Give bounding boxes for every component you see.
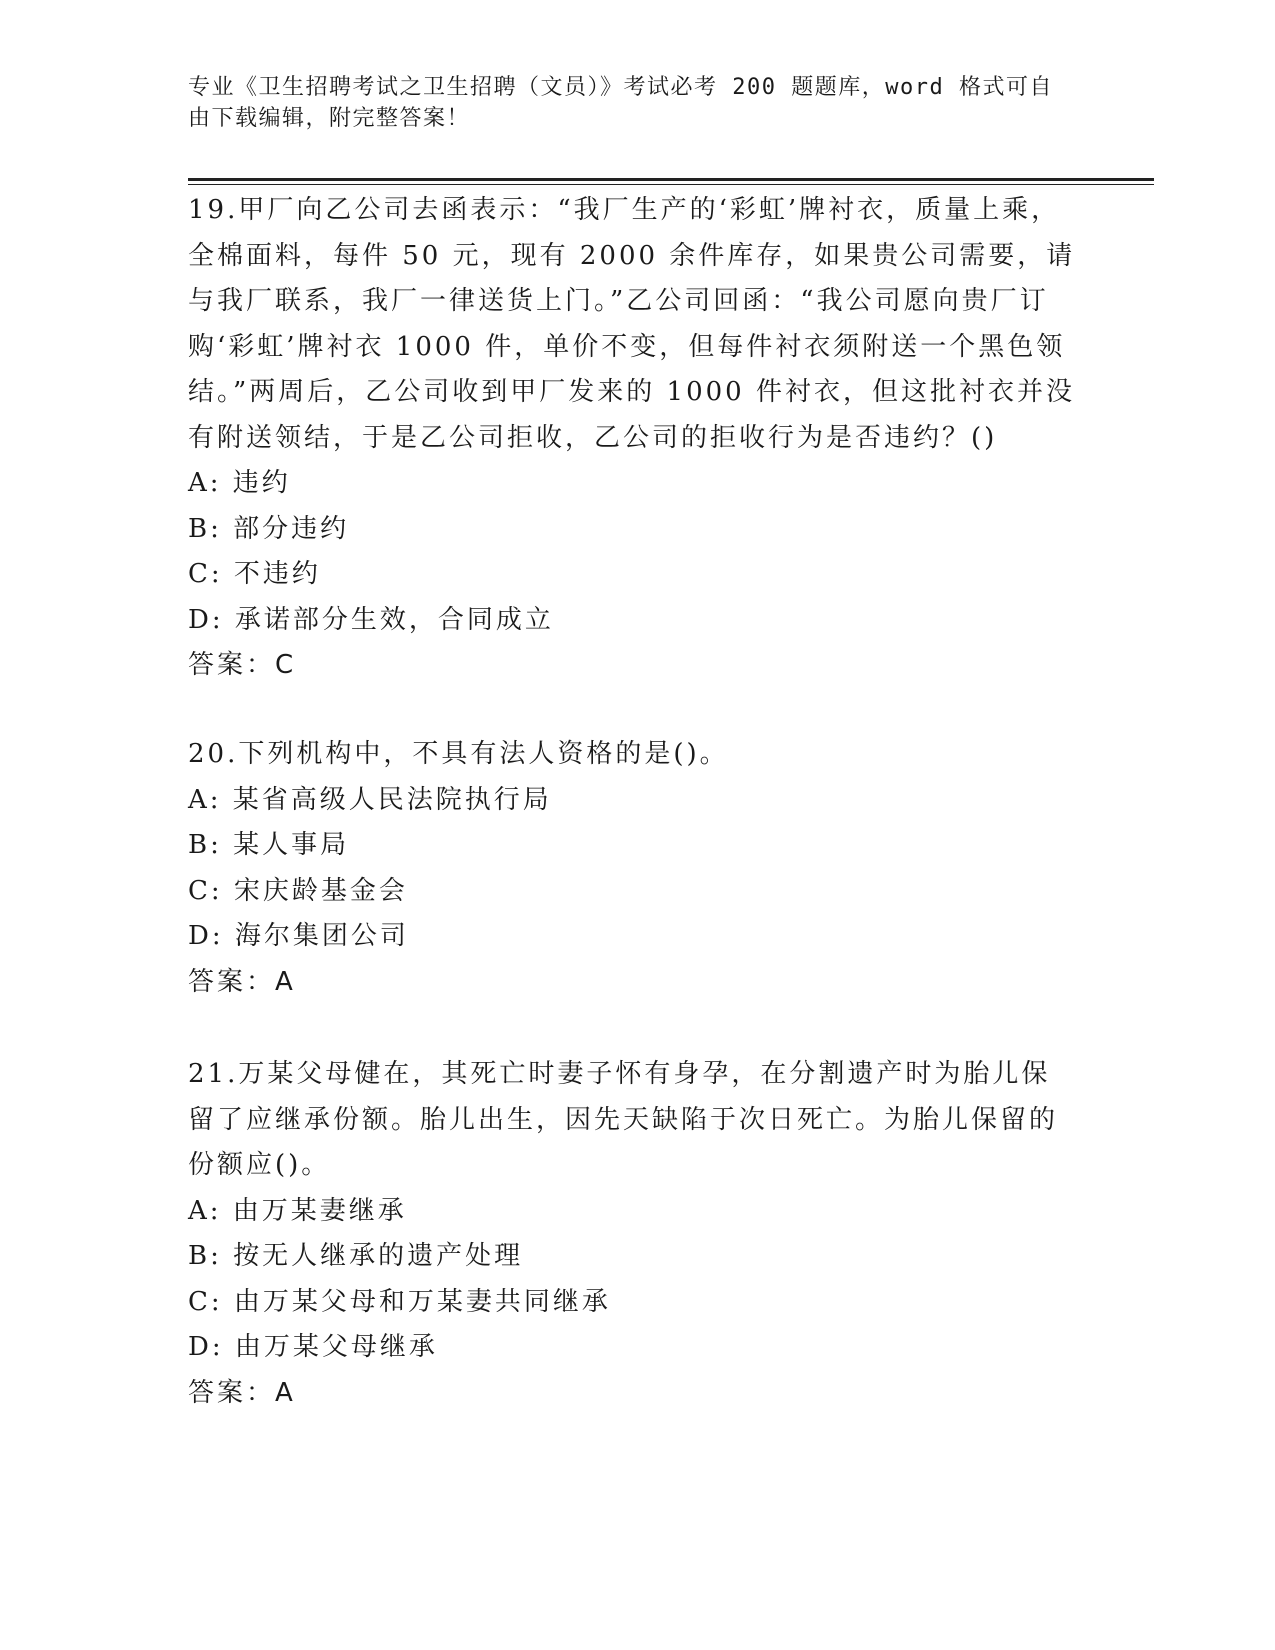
option-a: A: 违约	[188, 468, 291, 498]
option-a: A: 某省高级人民法院执行局	[188, 784, 552, 815]
option-a: A: 由万某妻继承	[188, 1195, 407, 1226]
option-b: B: 按无人继承的遗产处理	[188, 1241, 524, 1271]
answer-line: 答案：A	[188, 966, 296, 997]
question-20	[188, 732, 1078, 1005]
question-stem: 21.万某父母健在，其死亡时妻子怀有身孕，在分割遗产时为胎儿保留了应继承份额。胎儿出生，因先天缺陷于次日死亡。为胎儿保留的份额应()。	[188, 1059, 1059, 1180]
option-b: B: 某人事局	[188, 830, 350, 860]
option-d: D: 承诺部分生效，合同成立	[188, 604, 554, 635]
question-19	[188, 188, 1078, 689]
header-divider-thick	[188, 178, 1154, 181]
option-c: C: 不违约	[188, 559, 321, 589]
question-stem: 20.下列机构中，不具有法人资格的是()。	[188, 739, 729, 769]
question-21	[188, 1052, 1078, 1416]
answer-line: 答案：A	[188, 1377, 296, 1408]
option-d: D: 海尔集团公司	[188, 921, 409, 951]
option-d: D: 由万某父母继承	[188, 1332, 438, 1362]
answer-line: 答案：C	[188, 650, 297, 680]
header-divider-thin	[188, 184, 1154, 185]
option-c: C: 宋庆龄基金会	[188, 875, 408, 906]
question-stem: 19.甲厂向乙公司去函表示：“我厂生产的‘彩虹’牌衬衣，质量上乘，全棉面料，每件 50 元，现有 2000 余件库存，如果贵公司需要，请与我厂联系，我厂一律送货上门。”乙公司回函：“我公司愿向贵厂订购‘彩虹’牌衬衣 1000 件，单价不变，但每件衬衣须附送一个黑色领结。”两周后，乙公司收到甲厂发来的 1000 件衬衣，但这批衬衣并没有附送领结，于是乙公司拒收，乙公司的拒收行为是否违约？()	[188, 195, 1076, 453]
document-intro: 专业《卫生招聘考试之卫生招聘（文员）》考试必考 200 题题库，word 格式可自由下载编辑，附完整答案！	[188, 75, 1053, 131]
option-c: C: 由万某父母和万某妻共同继承	[188, 1286, 611, 1317]
option-b: B: 部分违约	[188, 513, 350, 544]
